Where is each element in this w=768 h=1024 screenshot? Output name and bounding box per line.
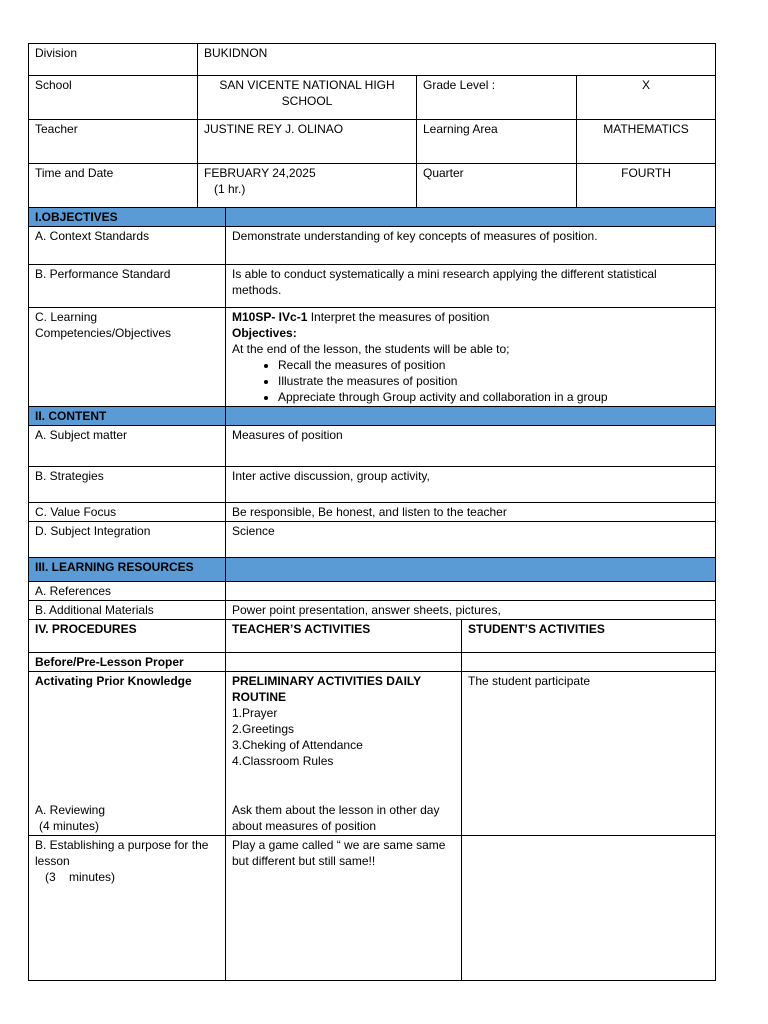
materials-value: Power point presentation, answer sheets, pictures, bbox=[226, 601, 716, 620]
header-table bbox=[28, 43, 716, 208]
performance-value: Is able to conduct systematically a mini research applying the different statistical methods. bbox=[226, 265, 716, 308]
reviewing-label: A. Reviewing bbox=[35, 803, 106, 817]
lesson-plan-table bbox=[28, 207, 716, 981]
value-label: C. Value Focus bbox=[29, 503, 226, 522]
reviewing-block bbox=[35, 802, 105, 834]
objectives-subheading: Objectives: bbox=[232, 326, 297, 340]
routine-item: 4.Classroom Rules bbox=[232, 754, 334, 768]
content-heading-fill bbox=[226, 407, 716, 426]
reviewing-time: (4 minutes) bbox=[39, 819, 100, 833]
date-cell bbox=[198, 164, 417, 208]
objective-item: • Recall the measures of position bbox=[278, 357, 709, 373]
division-value: BUKIDNON bbox=[198, 44, 716, 76]
resources-heading: III. LEARNING RESOURCES bbox=[29, 558, 226, 582]
preliminary-cell bbox=[226, 672, 462, 836]
student-activities-heading: STUDENT’S ACTIVITIES bbox=[462, 620, 716, 653]
grade-value: X bbox=[577, 76, 716, 120]
activating-label: Activating Prior Knowledge bbox=[35, 674, 192, 688]
routine-item: 3.Cheking of Attendance bbox=[232, 738, 363, 752]
purpose-cell bbox=[29, 836, 226, 981]
competency-code: M10SP- IVc-1 bbox=[232, 310, 308, 324]
objective-item: • Appreciate through Group activity and collaboration in a group bbox=[278, 389, 709, 405]
resources-heading-fill bbox=[226, 558, 716, 582]
subject-label: A. Subject matter bbox=[29, 426, 226, 467]
competency-cell bbox=[226, 308, 716, 407]
duration-value: (1 hr.) bbox=[214, 182, 246, 196]
context-value: Demonstrate understanding of key concepts of measures of position. bbox=[226, 227, 716, 265]
preliminary-heading: PRELIMINARY ACTIVITIES DAILY ROUTINE bbox=[232, 674, 421, 704]
context-label: A. Context Standards bbox=[29, 227, 226, 265]
routine-item: 2.Greetings bbox=[232, 722, 295, 736]
strategies-label: B. Strategies bbox=[29, 467, 226, 503]
purpose-label: B. Establishing a purpose for the lesson bbox=[35, 838, 209, 868]
activating-cell bbox=[29, 672, 226, 836]
pre-lesson-label: Before/Pre-Lesson Proper bbox=[29, 653, 226, 672]
routine-item: 1.Prayer bbox=[232, 706, 278, 720]
pre-lesson-student bbox=[462, 653, 716, 672]
purpose-time: (3 minutes) bbox=[45, 870, 116, 884]
reviewing-teacher: Ask them about the lesson in other day about measures of position bbox=[232, 803, 440, 833]
strategies-value: Inter active discussion, group activity, bbox=[226, 467, 716, 503]
content-heading: II. CONTENT bbox=[29, 407, 226, 426]
division-label: Division bbox=[29, 44, 198, 76]
area-value: MATHEMATICS bbox=[577, 120, 716, 164]
teacher-value: JUSTINE REY J. OLINAO bbox=[198, 120, 417, 164]
school-value: SAN VICENTE NATIONAL HIGH SCHOOL bbox=[198, 76, 417, 120]
time-label: Time and Date bbox=[29, 164, 198, 208]
grade-label: Grade Level : bbox=[417, 76, 577, 120]
competency-line bbox=[232, 309, 709, 325]
quarter-label: Quarter bbox=[417, 164, 577, 208]
value-value: Be responsible, Be honest, and listen to the teacher bbox=[226, 503, 716, 522]
objectives-list bbox=[232, 357, 709, 405]
integration-label: D. Subject Integration bbox=[29, 522, 226, 558]
objectives-intro: At the end of the lesson, the students will be able to; bbox=[232, 342, 510, 356]
subject-value: Measures of position bbox=[226, 426, 716, 467]
materials-label: B. Additional Materials bbox=[29, 601, 226, 620]
objectives-heading-fill bbox=[226, 208, 716, 227]
school-label: School bbox=[29, 76, 198, 120]
references-label: A. References bbox=[29, 582, 226, 601]
performance-label: B. Performance Standard bbox=[29, 265, 226, 308]
purpose-teacher: Play a game called “ we are same same but different but still same!! bbox=[226, 836, 462, 981]
student-participate: The student participate bbox=[462, 672, 716, 836]
teacher-activities-heading: TEACHER’S ACTIVITIES bbox=[226, 620, 462, 653]
references-value bbox=[226, 582, 716, 601]
competency-label: C. Learning Competencies/Objectives bbox=[29, 308, 226, 407]
integration-value: Science bbox=[226, 522, 716, 558]
area-label: Learning Area bbox=[417, 120, 577, 164]
quarter-value: FOURTH bbox=[577, 164, 716, 208]
objectives-heading: I.OBJECTIVES bbox=[29, 208, 226, 227]
competency-text: Interpret the measures of position bbox=[307, 310, 490, 324]
pre-lesson-teacher bbox=[226, 653, 462, 672]
purpose-student bbox=[462, 836, 716, 981]
date-value: FEBRUARY 24,2025 bbox=[204, 166, 316, 180]
objective-item: • Illustrate the measures of position bbox=[278, 373, 709, 389]
procedures-heading: IV. PROCEDURES bbox=[29, 620, 226, 653]
teacher-label: Teacher bbox=[29, 120, 198, 164]
